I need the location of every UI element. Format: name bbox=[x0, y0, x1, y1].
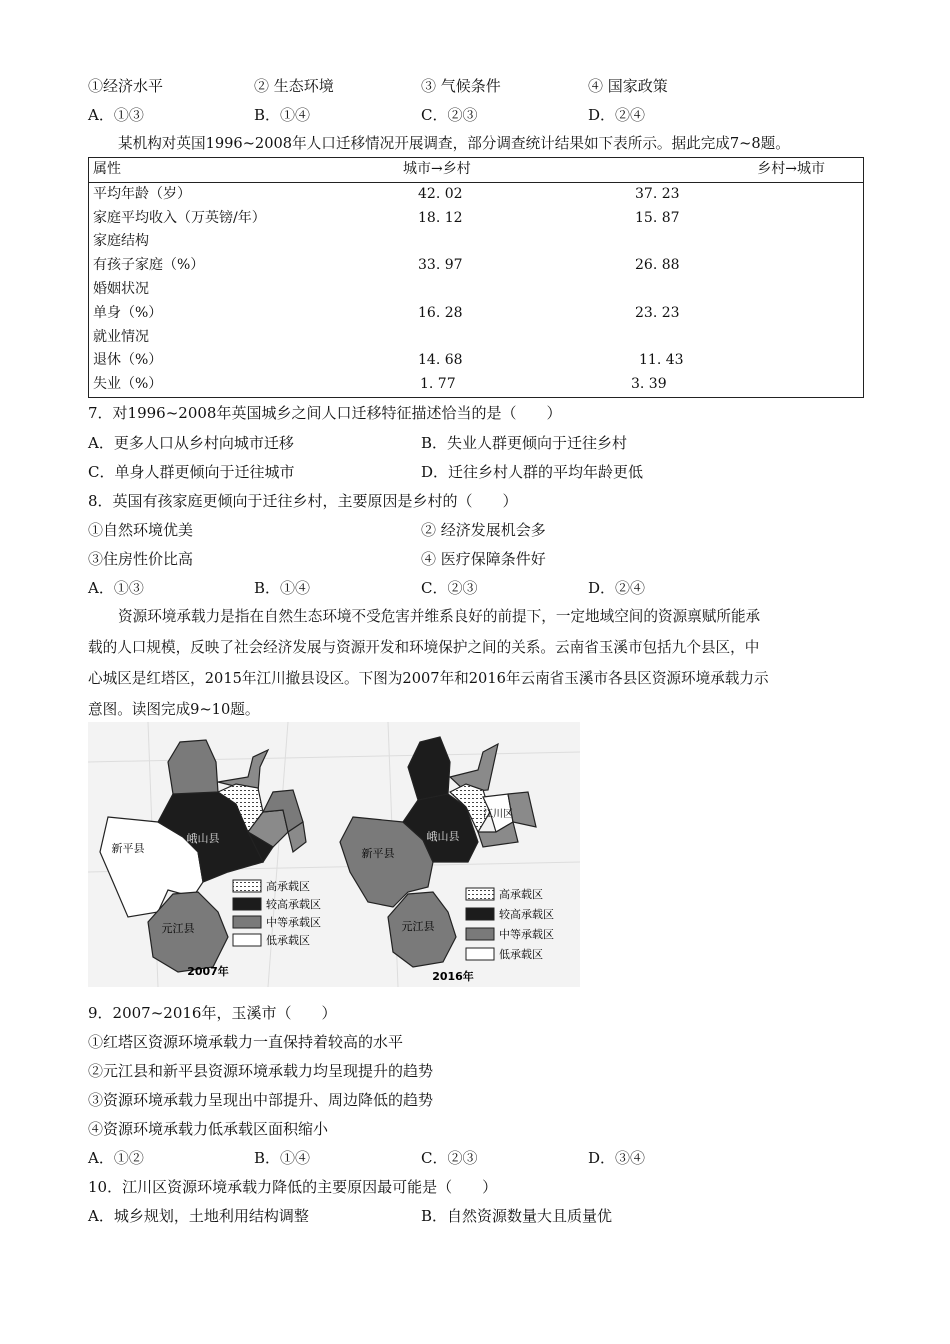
map-2007-label: 峨山县 bbox=[186, 832, 220, 845]
q6-item-2: ② 生态环境 bbox=[254, 77, 334, 95]
table-row bbox=[89, 207, 864, 231]
q10-stem: 10．江川区资源环境承载力降低的主要原因最可能是（ ） bbox=[88, 1178, 498, 1196]
q7-stem: 7．对1996~2008年英国城乡之间人口迁移特征描述恰当的是（ ） bbox=[88, 404, 562, 422]
map-2007-label: 元江县 bbox=[161, 922, 195, 935]
intro-9-10-line: 资源环境承载力是指在自然生态环境不受危害并维系良好的前提下，一定地域空间的资源禀赋所能承 bbox=[118, 608, 761, 625]
table-cell: 平均年龄（岁） bbox=[93, 185, 191, 202]
table-cell bbox=[397, 230, 697, 254]
table-row bbox=[89, 230, 864, 254]
legend-label: 高承载区 bbox=[266, 880, 310, 893]
q8-item-2: ② 经济发展机会多 bbox=[421, 521, 546, 539]
table-cell: 就业情况 bbox=[93, 328, 149, 345]
table-cell: 26. 88 bbox=[635, 257, 680, 274]
legend-swatch-medium bbox=[466, 928, 494, 940]
table-header-row bbox=[89, 158, 864, 183]
q8-item-1: ①自然环境优美 bbox=[88, 521, 194, 539]
table-row bbox=[89, 373, 864, 397]
q8-stem: 8．英国有孩家庭更倾向于迁往乡村，主要原因是乡村的（ ） bbox=[88, 492, 518, 510]
q9-item: ④资源环境承载力低承载区面积缩小 bbox=[88, 1120, 329, 1138]
table-cell: 家庭结构 bbox=[93, 233, 149, 250]
q7-option-a: A．更多人口从乡村向城市迁移 bbox=[88, 434, 294, 452]
q7-option-c: C．单身人群更倾向于迁往城市 bbox=[88, 463, 295, 481]
table-cell: 3. 39 bbox=[631, 376, 667, 393]
table-row bbox=[89, 182, 864, 206]
map-2016-label: 江川区 bbox=[483, 809, 513, 820]
legend-swatch-low bbox=[233, 934, 261, 946]
q8-option-b: B．①④ bbox=[254, 579, 311, 597]
q10-option-b: B．自然资源数量大且质量优 bbox=[421, 1207, 613, 1225]
table-cell: 有孩子家庭（%） bbox=[93, 257, 205, 274]
table-row bbox=[89, 326, 864, 350]
legend-label: 较高承载区 bbox=[499, 908, 554, 921]
migration-table bbox=[88, 157, 864, 398]
table-cell: 23. 23 bbox=[635, 304, 680, 321]
map-2016-north-county bbox=[408, 737, 450, 800]
table-header-cell: 乡村→城市 bbox=[697, 158, 864, 183]
q9-stem: 9．2007~2016年，玉溪市（ ） bbox=[88, 1004, 337, 1022]
q9-item: ②元江县和新平县资源环境承载力均呈现提升的趋势 bbox=[88, 1062, 434, 1080]
table-row bbox=[89, 278, 864, 302]
table-row bbox=[89, 254, 864, 278]
table-row bbox=[89, 302, 864, 326]
map-2016-year: 2016年 bbox=[432, 970, 474, 983]
legend-swatch-high bbox=[233, 880, 261, 892]
legend-label: 较高承载区 bbox=[266, 898, 321, 911]
q8-option-a: A．①③ bbox=[88, 579, 144, 597]
table-cell: 18. 12 bbox=[418, 209, 463, 226]
q6-item-3: ③ 气候条件 bbox=[421, 77, 501, 95]
map-2016-label: 新平县 bbox=[361, 847, 395, 860]
q8-item-3: ③住房性价比高 bbox=[88, 550, 194, 568]
table-cell: 15. 87 bbox=[635, 209, 680, 226]
q6-option-c: C．②③ bbox=[421, 106, 478, 124]
legend-swatch-mid-high bbox=[466, 908, 494, 920]
q9-option-c: C．②③ bbox=[421, 1149, 478, 1167]
table-row bbox=[89, 349, 864, 373]
legend-label: 低承载区 bbox=[499, 948, 543, 961]
legend-swatch-high bbox=[466, 888, 494, 900]
map-2007-year: 2007年 bbox=[187, 965, 229, 978]
legend-swatch-medium bbox=[233, 916, 261, 928]
q7-option-d: D．迁往乡村人群的平均年龄更低 bbox=[421, 463, 644, 481]
legend-swatch-mid-high bbox=[233, 898, 261, 910]
q8-item-4: ④ 医疗保障条件好 bbox=[421, 550, 546, 568]
map-2007-legend bbox=[233, 879, 321, 947]
intro-9-10-line: 意图。读图完成9~10题。 bbox=[88, 701, 260, 718]
q6-option-d: D．②④ bbox=[588, 106, 646, 124]
carrying-capacity-map bbox=[88, 722, 580, 987]
table-cell: 退休（%） bbox=[93, 352, 163, 369]
map-2016-label: 元江县 bbox=[401, 920, 435, 933]
q7-option-b: B．失业人群更倾向于迁往乡村 bbox=[421, 434, 628, 452]
q8-option-d: D．②④ bbox=[588, 579, 646, 597]
intro-9-10 bbox=[88, 601, 864, 725]
legend-label: 中等承载区 bbox=[499, 928, 554, 941]
q6-item-4: ④ 国家政策 bbox=[588, 77, 668, 95]
table-cell bbox=[697, 326, 864, 350]
map-2016-legend bbox=[466, 887, 554, 961]
table-header-cell: 属性 bbox=[89, 158, 398, 183]
table-cell: 1. 77 bbox=[420, 376, 456, 393]
table-cell bbox=[697, 230, 864, 254]
table-header-cell: 城市→乡村 bbox=[397, 158, 697, 183]
map-2016-label: 峨山县 bbox=[426, 830, 460, 843]
q6-item-1: ①经济水平 bbox=[88, 77, 164, 95]
intro-9-10-line: 载的人口规模，反映了社会经济发展与资源开发和环境保护之间的关系。云南省玉溪市包括九个县区，中 bbox=[88, 639, 760, 656]
table-cell bbox=[397, 278, 697, 302]
table-cell bbox=[697, 278, 864, 302]
table-cell: 16. 28 bbox=[418, 304, 463, 321]
table-cell: 33. 97 bbox=[418, 257, 463, 274]
table-cell: 37. 23 bbox=[635, 185, 680, 202]
intro-9-10-line: 心城区是红塔区，2015年江川撤县设区。下图为2007年和2016年云南省玉溪市各县区资源环境承载力示 bbox=[88, 670, 769, 687]
table-cell: 11. 43 bbox=[639, 352, 684, 369]
table-cell: 失业（%） bbox=[93, 376, 163, 393]
q9-option-d: D．③④ bbox=[588, 1149, 646, 1167]
map-2007-north-county bbox=[168, 740, 218, 794]
map-svg bbox=[88, 722, 580, 987]
map-2016-ne-county bbox=[450, 744, 498, 792]
legend-label: 中等承载区 bbox=[266, 916, 321, 929]
q10-option-a: A．城乡规划，土地利用结构调整 bbox=[88, 1207, 309, 1225]
q9-option-a: A．①② bbox=[88, 1149, 144, 1167]
table-cell bbox=[397, 326, 697, 350]
legend-label: 高承载区 bbox=[499, 888, 543, 901]
q9-item: ③资源环境承载力呈现出中部提升、周边降低的趋势 bbox=[88, 1091, 434, 1109]
q9-option-b: B．①④ bbox=[254, 1149, 311, 1167]
table-cell: 单身（%） bbox=[93, 304, 163, 321]
table-cell: 家庭平均收入（万英镑/年） bbox=[93, 209, 266, 226]
q6-option-b: B．①④ bbox=[254, 106, 311, 124]
legend-label: 低承载区 bbox=[266, 934, 310, 947]
legend-swatch-low bbox=[466, 948, 494, 960]
table-cell: 婚姻状况 bbox=[93, 280, 149, 297]
table-cell: 42. 02 bbox=[418, 185, 463, 202]
q6-option-a: A．①③ bbox=[88, 106, 144, 124]
table-cell: 14. 68 bbox=[418, 352, 463, 369]
intro-7-8: 某机构对英国1996~2008年人口迁移情况开展调查，部分调查统计结果如下表所示。据此完成7~8题。 bbox=[118, 135, 790, 152]
q8-option-c: C．②③ bbox=[421, 579, 478, 597]
map-2007-label: 新平县 bbox=[111, 842, 145, 855]
q9-item: ①红塔区资源环境承载力一直保持着较高的水平 bbox=[88, 1033, 404, 1051]
